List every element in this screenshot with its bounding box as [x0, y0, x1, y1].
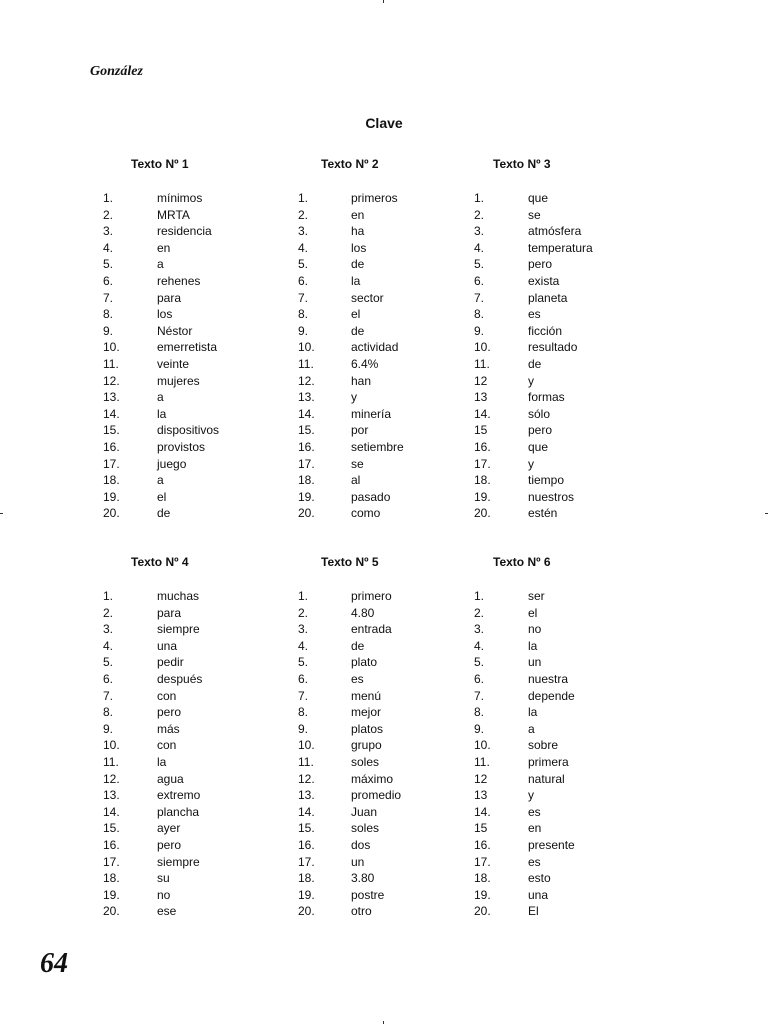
answer-word: estén	[528, 506, 558, 521]
answer-number: 20.	[103, 904, 120, 919]
answer-word: soles	[351, 754, 380, 769]
page-title: Clave	[365, 115, 403, 131]
answer-number: 9.	[298, 721, 309, 736]
answer-word: de	[157, 506, 171, 521]
answer-number: 2.	[474, 605, 485, 620]
answer-word: natural	[528, 771, 565, 786]
answer-word: es	[528, 804, 541, 819]
text-block-title: Texto Nº 3	[493, 157, 551, 171]
answer-word: otro	[351, 904, 372, 919]
answer-word: y	[528, 456, 534, 471]
answer-number: 20.	[298, 506, 315, 521]
answer-number: 10.	[474, 738, 491, 753]
answer-number: 1.	[103, 191, 114, 205]
answer-number: 2.	[474, 207, 485, 222]
answer-number: 1.	[474, 191, 485, 205]
answer-word: es	[351, 671, 364, 686]
answer-number: 19.	[298, 489, 315, 504]
answer-word: ese	[157, 904, 177, 919]
answer-word: que	[528, 439, 549, 454]
answer-number: 17.	[298, 854, 315, 869]
answer-number: 2.	[103, 605, 114, 620]
answer-number: 19.	[103, 887, 120, 902]
answer-word: ha	[351, 224, 365, 239]
answer-word: es	[528, 307, 541, 322]
answer-word: nuestra	[528, 671, 569, 686]
answer-word: de	[351, 638, 365, 653]
answer-number: 5.	[298, 655, 309, 670]
answer-word: la	[528, 638, 538, 653]
answer-word: juego	[157, 456, 187, 471]
answer-number: 9.	[298, 323, 309, 338]
answer-number: 13.	[298, 390, 315, 405]
answer-number: 5.	[103, 655, 114, 670]
answer-word: la	[528, 705, 538, 720]
answer-word: el	[351, 307, 361, 322]
answer-word: se	[528, 207, 541, 222]
answer-number: 14.	[298, 406, 315, 421]
answer-word: rehenes	[157, 273, 201, 288]
answer-word: y	[351, 390, 357, 405]
answer-word: mujeres	[157, 373, 200, 388]
answer-word: a	[528, 721, 535, 736]
answer-word: plancha	[157, 804, 200, 819]
answer-number: 12.	[298, 771, 315, 786]
answer-word: los	[351, 240, 367, 255]
answer-word: entrada	[351, 622, 392, 637]
answer-number: 15.	[298, 423, 315, 438]
answer-number: 16.	[298, 837, 315, 852]
answer-word: para	[157, 605, 182, 620]
answer-number: 7.	[298, 688, 309, 703]
answer-word: de	[351, 323, 365, 338]
answer-word: no	[157, 887, 171, 902]
answer-word: ayer	[157, 821, 181, 836]
answer-word: al	[351, 473, 361, 488]
answer-number: 3.	[298, 622, 309, 637]
answer-word: de	[528, 356, 542, 371]
answer-number: 15	[474, 423, 488, 438]
answer-word: a	[157, 257, 164, 272]
answer-word: veinte	[157, 356, 190, 371]
answer-number: 8.	[474, 705, 485, 720]
answer-number: 14.	[103, 406, 120, 421]
answer-word: por	[351, 423, 369, 438]
answer-number: 13	[474, 390, 488, 405]
answer-number: 8.	[103, 307, 114, 322]
answer-number: 13.	[103, 390, 120, 405]
answer-word: máximo	[351, 771, 394, 786]
answer-word: más	[157, 721, 180, 736]
answer-word: setiembre	[351, 439, 404, 454]
crop-mark-top	[383, 0, 384, 3]
answer-word: el	[528, 605, 538, 620]
answer-number: 19.	[474, 489, 491, 504]
answer-number: 1.	[298, 191, 309, 205]
answer-number: 17.	[103, 456, 120, 471]
answer-number: 6.	[298, 273, 309, 288]
answer-word: emerretista	[157, 340, 218, 355]
answer-number: 4.	[298, 638, 309, 653]
answer-number: 15.	[103, 821, 120, 836]
answer-word: en	[528, 821, 542, 836]
answer-number: 1.	[298, 589, 309, 603]
crop-mark-left	[0, 513, 3, 514]
text-block-title: Texto Nº 4	[131, 555, 189, 569]
answer-number: 11.	[474, 356, 490, 371]
answer-word: pero	[157, 705, 182, 720]
answer-number: 20.	[103, 506, 120, 521]
answer-number: 10.	[474, 340, 491, 355]
answer-number: 11.	[298, 754, 314, 769]
answer-number: 11.	[298, 356, 314, 371]
answer-word: pero	[528, 257, 553, 272]
answer-word: Néstor	[157, 323, 193, 338]
answer-word: con	[157, 738, 177, 753]
answer-word: resultado	[528, 340, 578, 355]
answer-word: pedir	[157, 655, 184, 670]
answer-number: 17.	[474, 854, 491, 869]
answer-number: 17.	[103, 854, 120, 869]
answer-number: 10.	[298, 738, 315, 753]
answer-word: a	[157, 390, 164, 405]
answer-word: formas	[528, 390, 565, 405]
answer-word: minería	[351, 406, 392, 421]
answer-word: depende	[528, 688, 575, 703]
answer-word: nuestros	[528, 489, 575, 504]
answer-word: una	[157, 638, 178, 653]
answer-word: el	[157, 489, 167, 504]
answer-word: y	[528, 788, 534, 803]
answer-word: dos	[351, 837, 371, 852]
answer-number: 6.	[103, 273, 114, 288]
answer-word: ser	[528, 589, 545, 603]
answer-word: que	[528, 191, 549, 205]
answer-number: 14.	[298, 804, 315, 819]
answer-word: a	[157, 473, 164, 488]
answer-number: 10.	[103, 340, 120, 355]
answer-word: agua	[157, 771, 184, 786]
answer-number: 15.	[298, 821, 315, 836]
answer-word: grupo	[351, 738, 382, 753]
answer-word: pasado	[351, 489, 391, 504]
answer-word: la	[157, 406, 167, 421]
answer-word: pero	[528, 423, 553, 438]
answer-number: 4.	[474, 638, 485, 653]
answer-number: 19.	[474, 887, 491, 902]
answer-word: primeros	[351, 191, 398, 205]
answer-number: 20.	[474, 904, 491, 919]
answer-word: primero	[351, 589, 392, 603]
answer-number: 17.	[474, 456, 491, 471]
answer-word: sólo	[528, 406, 551, 421]
answer-number: 1.	[474, 589, 485, 603]
answer-word: y	[528, 373, 534, 388]
answer-word: 6.4%	[351, 356, 379, 371]
answer-number: 8.	[298, 307, 309, 322]
answer-number: 19.	[103, 489, 120, 504]
answer-word: siempre	[157, 622, 200, 637]
answer-word: en	[351, 207, 365, 222]
answer-number: 8.	[298, 705, 309, 720]
answer-word: un	[528, 655, 542, 670]
answer-word: no	[528, 622, 542, 637]
answer-number: 16.	[298, 439, 315, 454]
answer-word: de	[351, 257, 365, 272]
answer-word: sector	[351, 290, 384, 305]
answer-word: mejor	[351, 705, 382, 720]
answer-number: 6.	[474, 671, 485, 686]
answer-word: ficción	[528, 323, 563, 338]
answer-word: extremo	[157, 788, 201, 803]
answer-number: 14.	[474, 804, 491, 819]
answer-number: 2.	[298, 605, 309, 620]
answer-number: 18.	[298, 871, 315, 886]
answer-number: 10.	[103, 738, 120, 753]
answer-number: 13.	[298, 788, 315, 803]
answer-number: 18.	[474, 473, 491, 488]
answer-word: postre	[351, 887, 385, 902]
answer-word: para	[157, 290, 182, 305]
answer-number: 5.	[474, 257, 485, 272]
answer-number: 3.	[103, 224, 114, 239]
answer-number: 9.	[103, 323, 114, 338]
answer-number: 18.	[298, 473, 315, 488]
answer-word: mínimos	[157, 191, 203, 205]
answer-number: 12.	[103, 373, 120, 388]
answer-word: presente	[528, 837, 575, 852]
answer-number: 16.	[103, 837, 120, 852]
answer-word: en	[157, 240, 171, 255]
answer-number: 10.	[298, 340, 315, 355]
answer-number: 7.	[103, 688, 114, 703]
answer-word: residencia	[157, 224, 212, 239]
answer-number: 5.	[298, 257, 309, 272]
answer-number: 12	[474, 373, 488, 388]
answer-word: planeta	[528, 290, 568, 305]
text-block-title: Texto Nº 6	[493, 555, 551, 569]
answer-number: 9.	[474, 323, 485, 338]
answer-number: 5.	[474, 655, 485, 670]
answer-number: 14.	[474, 406, 491, 421]
answer-word: dispositivos	[157, 423, 220, 438]
answer-number: 16.	[474, 439, 491, 454]
answer-word: esto	[528, 871, 551, 886]
answer-number: 14.	[103, 804, 120, 819]
answer-number: 11.	[103, 754, 119, 769]
answer-number: 4.	[474, 240, 485, 255]
answer-word: 4.80	[351, 605, 375, 620]
answer-number: 9.	[474, 721, 485, 736]
answer-word: una	[528, 887, 549, 902]
answer-number: 15.	[103, 423, 120, 438]
answer-number: 7.	[474, 688, 485, 703]
answer-number: 9.	[103, 721, 114, 736]
answer-word: un	[351, 854, 365, 869]
answer-number: 2.	[298, 207, 309, 222]
answer-word: actividad	[351, 340, 399, 355]
answer-number: 2.	[103, 207, 114, 222]
answer-word: tiempo	[528, 473, 565, 488]
answer-number: 12	[474, 771, 488, 786]
answer-number: 11.	[103, 356, 119, 371]
answer-number: 1.	[103, 589, 114, 603]
answer-number: 6.	[474, 273, 485, 288]
answer-number: 18.	[103, 473, 120, 488]
answer-word: plato	[351, 655, 378, 670]
answer-number: 8.	[474, 307, 485, 322]
answer-number: 4.	[103, 240, 114, 255]
answer-word: siempre	[157, 854, 200, 869]
answer-word: temperatura	[528, 240, 593, 255]
text-block-title: Texto Nº 2	[321, 157, 379, 171]
answer-number: 19.	[298, 887, 315, 902]
answer-word: después	[157, 671, 203, 686]
answer-number: 12.	[103, 771, 120, 786]
answer-number: 3.	[298, 224, 309, 239]
answer-word: Juan	[351, 804, 378, 819]
answer-number: 12.	[298, 373, 315, 388]
answer-number: 3.	[474, 224, 485, 239]
answer-number: 15	[474, 821, 488, 836]
answer-word: platos	[351, 721, 384, 736]
answer-number: 16.	[474, 837, 491, 852]
answer-word: los	[157, 307, 173, 322]
answer-word: menú	[351, 688, 382, 703]
text-block-title: Texto Nº 5	[321, 555, 379, 569]
answer-number: 7.	[298, 290, 309, 305]
answer-word: El	[528, 904, 539, 919]
answer-word: provistos	[157, 439, 206, 454]
answer-word: sobre	[528, 738, 559, 753]
answer-word: su	[157, 871, 170, 886]
answer-number: 20.	[298, 904, 315, 919]
answer-number: 5.	[103, 257, 114, 272]
answer-word: promedio	[351, 788, 402, 803]
answer-number: 4.	[298, 240, 309, 255]
answer-word: la	[351, 273, 361, 288]
answer-word: la	[157, 754, 167, 769]
answer-number: 6.	[103, 671, 114, 686]
answer-number: 3.	[474, 622, 485, 637]
answer-number: 18.	[103, 871, 120, 886]
answer-word: con	[157, 688, 177, 703]
answer-word: soles	[351, 821, 380, 836]
text-block-title: Texto Nº 1	[131, 157, 189, 171]
answer-word: han	[351, 373, 372, 388]
answer-word: 3.80	[351, 871, 375, 886]
answer-number: 7.	[103, 290, 114, 305]
answer-number: 16.	[103, 439, 120, 454]
answer-number: 6.	[298, 671, 309, 686]
answer-number: 13	[474, 788, 488, 803]
answer-word: pero	[157, 837, 182, 852]
answer-number: 4.	[103, 638, 114, 653]
answer-number: 20.	[474, 506, 491, 521]
answer-number: 13.	[103, 788, 120, 803]
answer-number: 7.	[474, 290, 485, 305]
answer-number: 18.	[474, 871, 491, 886]
answer-number: 11.	[474, 754, 490, 769]
answer-word: como	[351, 506, 381, 521]
answer-word: muchas	[157, 589, 200, 603]
running-header-author: González	[90, 64, 143, 79]
answer-word: se	[351, 456, 364, 471]
answer-number: 3.	[103, 622, 114, 637]
answer-word: MRTA	[157, 207, 190, 222]
answer-word: primera	[528, 754, 569, 769]
answer-word: atmósfera	[528, 224, 582, 239]
answer-word: exista	[528, 273, 560, 288]
page-number: 64	[40, 948, 68, 979]
answer-word: es	[528, 854, 541, 869]
answer-number: 8.	[103, 705, 114, 720]
answer-number: 17.	[298, 456, 315, 471]
